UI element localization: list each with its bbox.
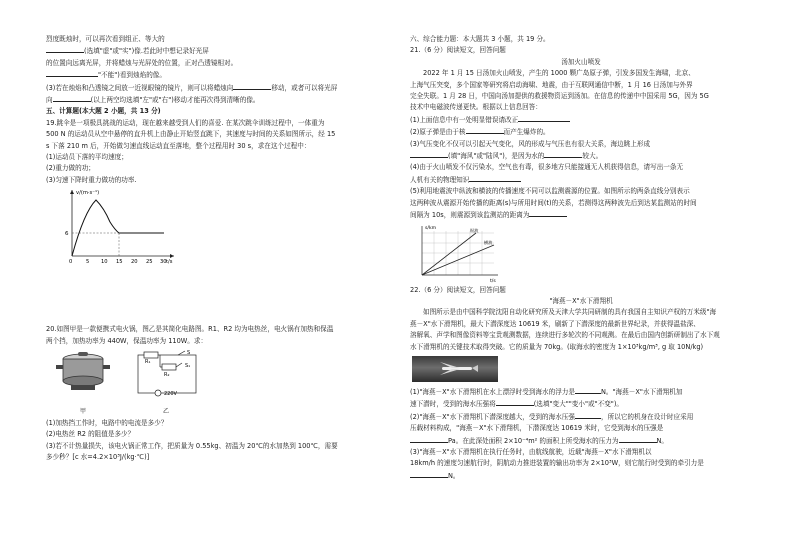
figure-caption: 甲 <box>79 407 86 415</box>
q22-heading: 22.（6 分）阅读短文，回答问题 <box>410 285 506 294</box>
question-3: (3)若在烛焰和凸透镜之间放一近视眼镜的镜片，则可以将蜡烛向 移动，或者可以将光屏 <box>46 83 338 92</box>
q22-sub-3: (3)"海燕－X"水下滑翔机在执行任务时，由航线航驶，近载"海燕－X"水下滑翔机以 <box>410 447 652 456</box>
answer-blank[interactable] <box>53 94 91 102</box>
answer-blank[interactable] <box>575 411 601 419</box>
left-column <box>46 34 391 464</box>
q21-sub-4: (4)由于火山喷发不仅污染水，空气也有毒，很多地方只能接通无人机获得信息，请写出一条无 <box>410 163 684 172</box>
q19-line: (2)重力做的功； <box>46 164 95 173</box>
graph-xtick: 30 <box>160 259 167 265</box>
answer-blank[interactable] <box>469 174 521 182</box>
graph-xtick: 25 <box>146 259 153 265</box>
label-r2: R₂ <box>164 372 170 379</box>
q21-text: 完全失联。1 月 28 日，中国向汤加提供的救援物资运到汤加。在信息的传递中中国采用 5G，因为 5G <box>410 92 709 101</box>
graph-xtick: 20 <box>131 259 138 265</box>
graph2-xlabel: t/s <box>490 278 496 284</box>
answer-blank[interactable] <box>544 150 582 158</box>
label-voltage: 220V <box>164 391 177 398</box>
answer-blank[interactable] <box>466 126 504 134</box>
answer-blank[interactable] <box>233 82 271 90</box>
answer-blank[interactable] <box>410 435 448 443</box>
q21-sub-5-end: 间隔为 10s，则震源到该监测站的距离为 <box>410 209 752 221</box>
q20-figures <box>52 349 391 417</box>
label-s1: S₁ <box>185 363 191 370</box>
distance-time-graph <box>410 223 502 285</box>
q21-text: 技术中电磁波传递更快。根据以上信息回答： <box>410 103 542 112</box>
q20-line: (3)若不计热量损失，该电火锅正常工作，把质量为 0.55kg、初温为 20℃的水加热到 100℃，需要 <box>46 441 338 450</box>
q19-line: (1)运动员下落的平均速度； <box>46 153 128 162</box>
q22-sub-3-cont: 18km/h 的速度匀速航行时，阴航动力推进装置的输出功率为 2×10³W，则它航行时受到的牵引力是 <box>410 459 704 468</box>
text-line: 的位置向远离光屏，并将蜡烛与光屏处的位置，正对凸透镜相对。 <box>46 58 238 67</box>
q21-sub-4-cont: 人机有关的物理知识 <box>410 174 752 186</box>
answer-blank[interactable] <box>46 69 98 77</box>
q21-title: 汤加火山喷发 <box>561 57 601 66</box>
q21-heading: 21.（6 分）阅读短文，回答问题 <box>410 46 506 55</box>
question-3-cont: 向 (以上两空均选填"左"或"右")移动才能再次得到清晰的像。 <box>46 96 260 105</box>
answer-blank[interactable] <box>46 45 84 53</box>
hotpot-illustration <box>52 349 114 401</box>
graph-xtick: 5 <box>86 259 90 265</box>
answer-blank[interactable] <box>619 435 657 443</box>
q22-text: 如图所示是由中国科学院沈阳自动化研究所及天津大学共同研制的具有我国自主知识产权的万米级"海 <box>423 308 717 317</box>
answer-blank[interactable] <box>529 209 567 217</box>
label-r1: R₁ <box>145 359 151 366</box>
glider-photo <box>412 356 498 382</box>
q20-line: 两个挡，加热功率为 440W，保温功率为 110W。求： <box>46 336 208 345</box>
hotpot-figure <box>52 349 114 417</box>
q21-sub-1: (1)上面信息中有一处明显错误请改正 <box>410 114 752 126</box>
q21-sub-3: (3)气压变化不仅可以引起天气变化，风的形成与气压也有很大关系，海边眺上形成 <box>410 139 651 148</box>
q22-sub-1: (1)"海燕－X"水下滑翔机在水上漂浮时受到海水的浮力是 N。"海燕－X"水下滑翔机加 <box>410 387 683 396</box>
graph-xlabel: t/s <box>166 259 173 265</box>
q19-line: 500 N 的运动员从空中悬停的直升机上由静止开始竖直跳下，其速度与时间的关系如图所示，经 15 <box>46 130 336 139</box>
section-heading-5: 五、计算题(本大题 2 小题，共 13 分) <box>46 107 161 116</box>
q19-line: (3)匀速下降时重力做功的功率. <box>46 175 137 184</box>
q20-line: 20.如图甲是一款便携式电火锅，图乙是其简化电路图。R1、R2 均为电热丝，电火锅有加热和保温 <box>46 325 334 334</box>
q22-text: 水下滑翔机的关键技术取得突破。它的质量为 70kg。(取海水的密度为 1×10³kg/m³, g 取 10N/kg) <box>410 342 704 351</box>
graph2-series-label: 纵波 <box>470 227 479 233</box>
q22-sub-2-cont: 压载材料构成，"海燕－X"水下滑翔机，下潜深度达 10619 米时，它受到海水的压强是 <box>410 424 664 433</box>
q21-text: 上海气压突变，多个国家等研究将启动海啸、地震，由于互联网通信中断，1 月 16 日汤加与外界 <box>410 80 693 89</box>
q20-line: 多少秒？[c 水=4.2×10³J/(kg·℃)] <box>46 453 150 462</box>
graph-xtick: 0 <box>69 259 73 265</box>
q22-sub-3-end: N。 <box>410 470 752 482</box>
text-line: "不能")看到烛焰的像。 <box>46 69 391 81</box>
q21-sub-5-cont: 这两种波从震源开始传播的距离(s)与所用时间(t)的关系，若测得这两种波先后到达某监测站的时间 <box>410 198 697 207</box>
graph-ylabel: v/(m·s⁻¹) <box>76 190 100 197</box>
q22-sub-1-cont: 速下潜时，受到的海水压强将 (选填"变大""变小"或"不变")。 <box>410 400 623 409</box>
right-column <box>410 34 752 482</box>
q22-title: "海燕－X"水下滑翔机 <box>549 296 613 305</box>
text-line: (选填"虚"或"实")像.若此时中想记录好光屏 <box>46 45 391 57</box>
q22-sub-2: (2)"海燕－X"水下滑翔机下潜深度越大，受到的海水压强 ，所以它的机身在设计时应采用 <box>410 412 694 421</box>
q21-text: 2022 年 1 月 15 日汤加火山喷发，产生的 1000 颗广岛原子弹，引发多国发生海啸，北京、 <box>423 69 695 78</box>
answer-blank[interactable] <box>518 114 570 122</box>
q22-sub-2-end: Pa。在此深处面积 2×10⁻⁴m² 的面积上所受海水的压力为 N。 <box>410 435 752 447</box>
q20-line: (2)电热丝 R2 的阻值是多少？ <box>46 430 135 439</box>
q19-line: s 下落 210 m 后，开始做匀速直线运动直至落地，整个过程用时 30 s，求在这个过程中： <box>46 141 311 150</box>
q19-line: 19.跳伞是一项极具挑战的运动，现在越来越受到人们的喜爱. 在某次跳伞训练过程中，一体重为 <box>46 118 325 127</box>
label-s: S <box>187 350 191 357</box>
text-line: 烈度既烛时，可以再次看到组正、等大的 <box>46 35 165 43</box>
q21-sub-3-cont: (填"海风"或"陆风")，是因为水的 较大。 <box>410 150 752 162</box>
q20-line: (1)加热挡工作时，电路中的电流是多少？ <box>46 418 168 427</box>
answer-blank[interactable] <box>575 386 601 394</box>
graph2-ylabel: s/km <box>425 225 437 231</box>
answer-blank[interactable] <box>410 470 448 478</box>
answer-blank[interactable] <box>410 150 448 158</box>
glider-image <box>412 356 498 382</box>
section-heading-6: 六、综合能力题：本大题共 3 小题，共 19 分。 <box>410 35 550 43</box>
q21-sub-5: (5)利用地震波中纵波和横波的传播速度不同可以监测震源的位置。如图所示的两条直线分别表示 <box>410 187 690 196</box>
circuit-diagram <box>130 349 202 401</box>
graph2-series-label: 横波 <box>484 239 493 245</box>
velocity-time-graph <box>58 186 178 264</box>
figure-caption: 乙 <box>162 407 169 415</box>
q22-text: 燕－X"水下滑翔机，最大下潜深度达 10619 米，刷新了下潜深度的最新世界纪录，并获得温盐深、 <box>410 319 700 328</box>
circuit-figure <box>130 349 202 417</box>
q22-text: 溶解氧、声学和图像资料等宝贵观测数据，连续进行多轮次的不同观测。在最后由国内创新研制出了水下观 <box>410 331 720 340</box>
answer-blank[interactable] <box>496 398 534 406</box>
graph-ytick: 6 <box>65 231 69 238</box>
graph-xtick: 15 <box>116 259 123 265</box>
graph-xtick: 10 <box>101 259 108 265</box>
q21-sub-2: (2)原子弹是由于核 而产生爆炸的。 <box>410 128 550 137</box>
